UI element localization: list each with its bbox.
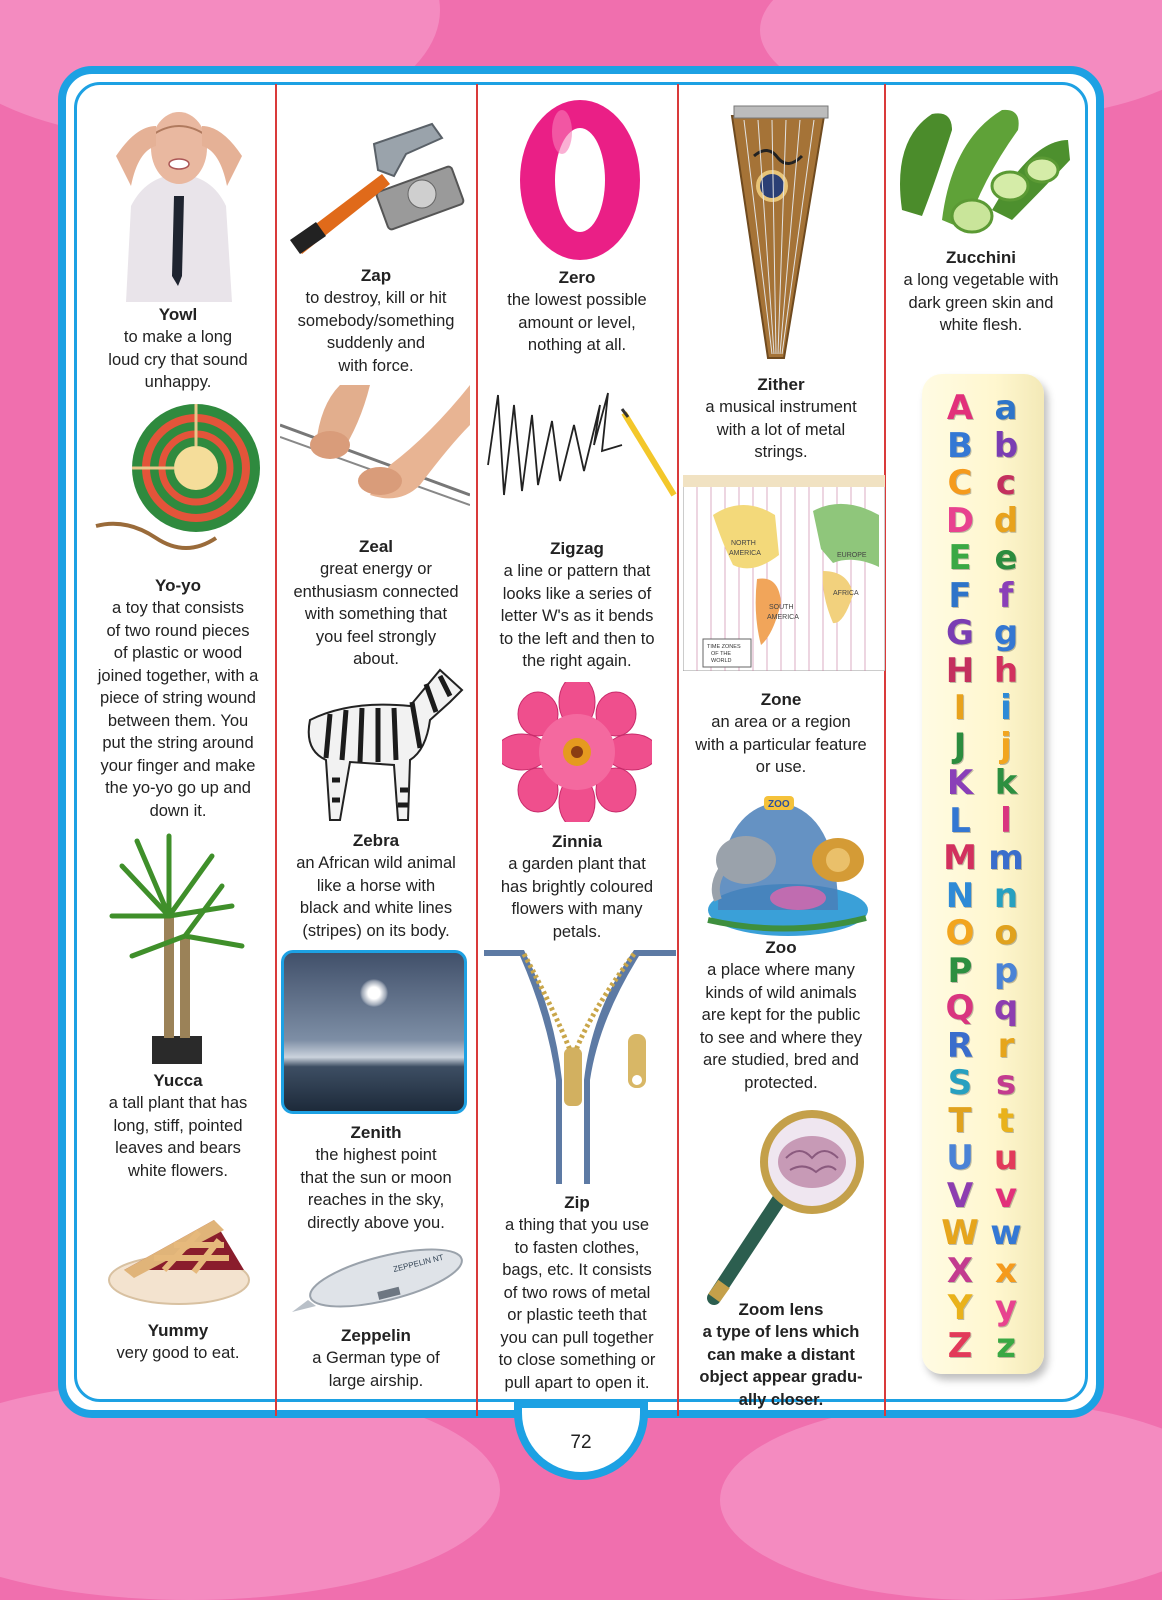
zigzag-picture [482,385,678,505]
alphabet-row [922,990,1044,1027]
uppercase-letter: L [949,800,971,841]
entry-definition: a tall plant that has long, stiff, pointed leaves and bears white flowers. [108,1094,248,1180]
lowercase-letter: k [994,763,1018,803]
alphabet-row [922,465,1044,502]
uppercase-letter: X [946,1250,974,1291]
uppercase-letter: S [947,1063,973,1103]
entry-word: Yummy [147,1321,209,1340]
entry-zip [482,1192,672,1394]
zucchini-picture [892,100,1076,240]
svg-text:SOUTH: SOUTH [769,604,794,611]
lowercase-letter: d [993,500,1019,541]
uppercase-letter: J [953,725,967,766]
lowercase-letter: c [995,463,1017,503]
uppercase-letter: N [945,875,975,916]
alphabet-row [922,1140,1044,1177]
entry-word: Zone [760,690,802,709]
column-divider [476,84,478,1416]
entry-word: Yucca [153,1071,203,1090]
yucca-picture [102,826,252,1066]
entry-word: Zeppelin [341,1326,411,1345]
entry-word: Yo-yo [155,576,201,595]
lowercase-letter: f [998,575,1014,616]
lowercase-letter: t [997,1100,1015,1141]
alphabet-row [922,875,1044,916]
uppercase-letter: C [947,463,973,503]
entry-word: Zap [360,266,392,285]
lowercase-letter: p [993,950,1019,991]
entry-definition: to make a long loud cry that sound unhappy. [108,328,248,391]
entry-definition: a toy that consists of two round pieces of plastic or wood joined together, with a piece of string wound between them. You put the string around your finger and make the yo-yo go up and down it. [97,599,259,820]
entry-word: Zoom lens [738,1300,824,1319]
lowercase-letter: g [993,613,1019,653]
entry-zinnia [482,831,672,943]
svg-text:OF THE: OF THE [711,651,732,657]
lowercase-letter: w [990,1213,1022,1253]
svg-text:WORLD: WORLD [711,658,732,664]
lowercase-letter: u [993,1138,1019,1178]
alphabet-row [922,1325,1044,1366]
alphabet-row [922,765,1044,802]
entry-zeppelin [280,1325,472,1392]
alphabet-row [922,390,1044,427]
entry-zigzag [482,538,672,673]
entry-yucca [84,1070,272,1182]
alphabet-row [922,425,1044,466]
alphabet-row [922,800,1044,841]
svg-text:AMERICA: AMERICA [729,550,761,557]
alphabet-row [922,840,1044,877]
background-blob [720,1400,1162,1600]
svg-text:AMERICA: AMERICA [767,614,799,621]
uppercase-letter: I [953,688,967,728]
entry-zone [682,689,880,779]
lowercase-letter: h [993,650,1019,691]
lowercase-letter: b [993,425,1019,466]
alphabet-row [922,725,1044,766]
lowercase-letter: s [995,1063,1017,1103]
uppercase-letter: D [945,500,975,541]
entry-definition: the highest point that the sun or moon reaches in the sky, directly above you. [300,1146,452,1232]
entry-yo-yo [82,575,274,822]
column-divider [884,84,886,1416]
lowercase-letter: o [994,913,1018,953]
entry-definition: a place where many kinds of wild animals are kept for the public to see and where they are studied, bred and protected. [699,961,863,1092]
alphabet-row [922,1175,1044,1216]
entry-word: Zero [558,268,596,287]
svg-text:ZEPPELIN NT: ZEPPELIN NT [392,1252,445,1274]
uppercase-letter: K [946,763,974,803]
zenith-picture [281,950,467,1114]
lowercase-letter: n [993,875,1019,916]
alphabet-panel [922,374,1044,1374]
entry-word: Zucchini [946,248,1016,267]
zoo-picture [688,790,868,938]
lowercase-letter: i [1000,688,1012,728]
entry-word: Zither [757,375,805,394]
lowercase-letter: x [995,1250,1017,1291]
yoyo-picture [86,398,270,568]
entry-zenith [280,1122,472,1234]
zebra-picture [290,650,470,830]
entry-zero [482,267,672,357]
entry-definition: very good to eat. [116,1344,240,1362]
uppercase-letter: V [946,1175,974,1216]
zap-picture [282,114,468,264]
lowercase-letter: e [994,538,1018,578]
entry-zebra [280,830,472,942]
entry-word: Zenith [350,1123,402,1142]
alphabet-row [922,1290,1044,1327]
entry-yowl [86,304,270,394]
uppercase-letter: G [946,613,974,653]
uppercase-letter: E [948,538,972,578]
entry-definition: a musical instrument with a lot of metal strings. [705,398,857,461]
uppercase-letter: Q [945,988,975,1028]
zeal-picture [280,385,470,525]
zither-picture [724,96,834,364]
entry-definition: a garden plant that has brightly coloured flowers with many petals. [500,855,654,941]
uppercase-letter: U [946,1138,974,1178]
zero-picture [510,92,650,268]
entry-definition: to destroy, kill or hit somebody/something suddenly and with force. [297,289,455,375]
alphabet-row [922,1215,1044,1252]
alphabet-row [922,1100,1044,1141]
sun-icon [360,979,388,1007]
entry-definition: an African wild animal like a horse with black and white lines (stripes) on its body. [296,854,456,940]
entry-word: Zebra [352,831,400,850]
entry-definition: the lowest possible amount or level, nothing at all. [507,291,647,354]
svg-text:NORTH: NORTH [731,540,756,547]
uppercase-letter: R [946,1025,974,1066]
lowercase-letter: l [1000,800,1012,841]
alphabet-row [922,650,1044,691]
entry-definition: a type of lens which can make a distant object appear gradu- ally closer. [699,1323,863,1409]
svg-text:TIME ZONES: TIME ZONES [707,644,741,650]
entry-word: Zip [564,1193,590,1212]
entry-word: Yowl [158,305,198,324]
entry-yummy [86,1320,270,1365]
page-number: 72 [570,1432,592,1453]
column-divider [275,84,277,1416]
uppercase-letter: Z [947,1325,973,1366]
alphabet-row [922,575,1044,616]
entry-word: Zoo [765,938,797,957]
lowercase-letter: v [994,1175,1018,1216]
yummy-picture [94,1200,264,1310]
lowercase-letter: j [1000,725,1012,766]
uppercase-letter: F [948,575,972,616]
uppercase-letter: O [945,913,975,953]
uppercase-letter: Y [947,1288,973,1328]
entry-zoom-lens [682,1299,880,1411]
alphabet-row [922,950,1044,991]
svg-text:ZOO: ZOO [768,799,790,810]
entry-word: Zinnia [551,832,603,851]
entry-zap [282,265,470,377]
entry-word: Zigzag [550,539,604,558]
uppercase-letter: W [941,1213,979,1253]
alphabet-row [922,615,1044,652]
entry-zoo [682,937,880,1094]
zoom-lens-picture [700,1108,870,1308]
uppercase-letter: H [945,650,975,691]
zeppelin-picture [286,1240,466,1320]
alphabet-row [922,1250,1044,1291]
svg-text:AFRICA: AFRICA [833,590,859,597]
entry-definition: a line or pattern that looks like a series of letter W's as it bends to the left and then to the right again. [499,562,655,670]
uppercase-letter: B [947,425,973,466]
zinnia-picture [502,682,652,822]
alphabet-row [922,1065,1044,1102]
alphabet-row [922,915,1044,952]
entry-definition: great energy or enthusiasm connected with something that you feel strongly about. [293,560,459,668]
entry-definition: a thing that you use to fasten clothes, bags, etc. It consists of two rows of metal or plastic teeth that you can pull together to close something or pull apart to open it. [498,1216,656,1392]
uppercase-letter: A [946,388,974,428]
entry-definition: a German type of large airship. [312,1349,440,1390]
uppercase-letter: M [943,838,977,878]
lowercase-letter: y [994,1288,1018,1328]
uppercase-letter: T [948,1100,972,1141]
entry-word: Zeal [358,537,394,556]
alphabet-row [922,690,1044,727]
svg-text:EUROPE: EUROPE [837,552,867,559]
entry-zither [682,374,880,464]
alphabet-row [922,500,1044,541]
lowercase-letter: q [993,988,1019,1028]
column-divider [677,84,679,1416]
zone-picture [683,475,885,671]
entry-definition: an area or a region with a particular feature or use. [695,713,867,776]
entry-definition: a long vegetable with dark green skin and white flesh. [903,271,1059,334]
zip-picture [484,950,676,1184]
lowercase-letter: m [988,838,1024,878]
entry-zucchini [888,247,1074,337]
alphabet-row [922,1025,1044,1066]
yowl-picture [86,96,272,302]
lowercase-letter: a [994,388,1018,428]
uppercase-letter: P [947,950,973,991]
lowercase-letter: r [997,1025,1015,1066]
lowercase-letter: z [996,1325,1016,1366]
alphabet-row [922,540,1044,577]
